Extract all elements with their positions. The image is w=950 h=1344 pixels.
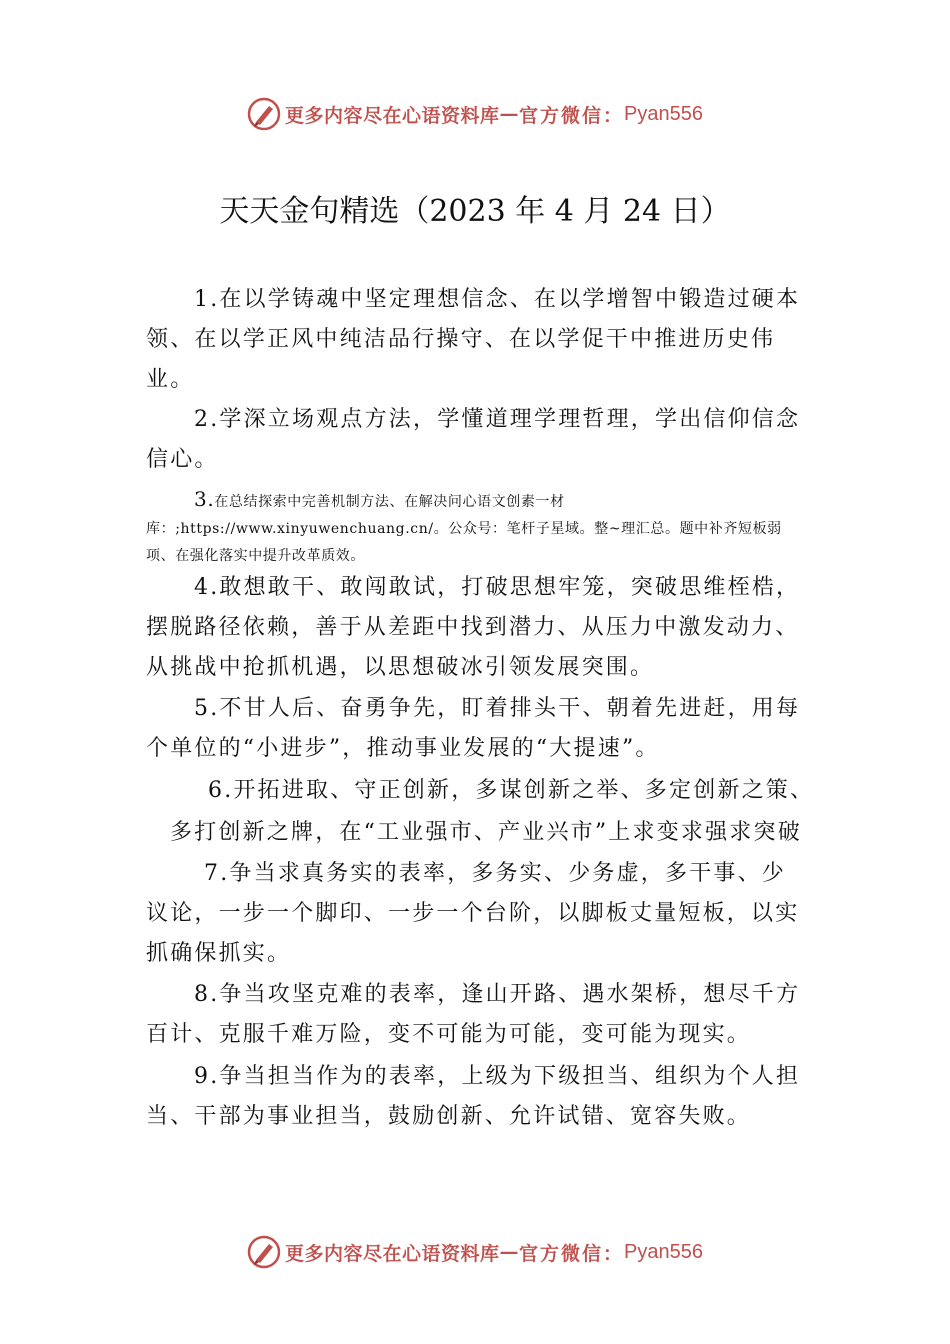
- banner-wechat-label: 官方微信：: [519, 1242, 625, 1265]
- banner-dash: —: [499, 1241, 520, 1263]
- banner-wechat-id: Pyan556: [624, 102, 703, 125]
- banner-wechat-label: 官方微信：: [519, 104, 625, 127]
- list-item: 1.在以学铸魂中坚定理想信念、在以学增智中锻造过硬本领、在以学正风中纯洁品行操守、在以学促干中推进历史伟业。: [146, 287, 801, 392]
- banner-slogan: 更多内容尽在心语资料库: [285, 104, 500, 127]
- list-item: 9.争当担当作为的表率，上级为下级担当、组织为个人担当、干部为事业担当，鼓励创新、允许试错、宽容失败。: [146, 1064, 801, 1129]
- list-item: 2.学深立场观点方法，学懂道理学理哲理，学出信仰信念信心。: [146, 407, 801, 472]
- list-item: 3.在总结探索中完善机制方法、在解决问心语文创素一材库：;https://www.xinyuwenchuang.cn/。公众号：笔杆子星域。整~理汇总。题中补齐短板弱项、在强化落实中提升改革质效。: [146, 487, 782, 564]
- list-item: 5.不甘人后、奋勇争先，盯着排头干、朝着先进赶，用每个单位的“小进步”，推动事业发展的“大提速”。: [146, 696, 801, 761]
- banner-dash: —: [499, 103, 520, 125]
- list-item: 8.争当攻坚克难的表率，逢山开路、遇水架桥，想尽千方百计、克服千难万险，变不可能为可能，变可能为现实。: [146, 982, 801, 1047]
- list-item: 4.敢想敢干、敢闯敢试，打破思想牢笼，突破思维桎梏，摆脱路径依赖，善于从差距中找到潜力、从压力中激发动力、从挑战中抢抓机遇，以思想破冰引领发展突围。: [146, 575, 801, 680]
- header-banner: [0, 94, 950, 134]
- list-item: 7.争当求真务实的表率，多务实、少务虚，多干事、少议论，一步一个脚印、一步一个台阶，以脚板丈量短板，以实抓确保抓实。: [146, 861, 800, 966]
- banner-slogan: 更多内容尽在心语资料库: [285, 1242, 500, 1265]
- pen-logo-icon: [247, 97, 281, 131]
- pen-logo-icon: [247, 1235, 281, 1269]
- footer-banner: [0, 1232, 950, 1272]
- page-title: 天天金句精选（2023 年 4 月 24 日）: [219, 194, 731, 229]
- banner-wechat-id: Pyan556: [624, 1240, 703, 1263]
- list-item: 6.开拓进取、守正创新，多谋创新之举、多定创新之策、: [208, 778, 815, 803]
- list-item-continuation: 多打创新之牌，在“工业强市、产业兴市”上求变求强求突破: [170, 820, 802, 845]
